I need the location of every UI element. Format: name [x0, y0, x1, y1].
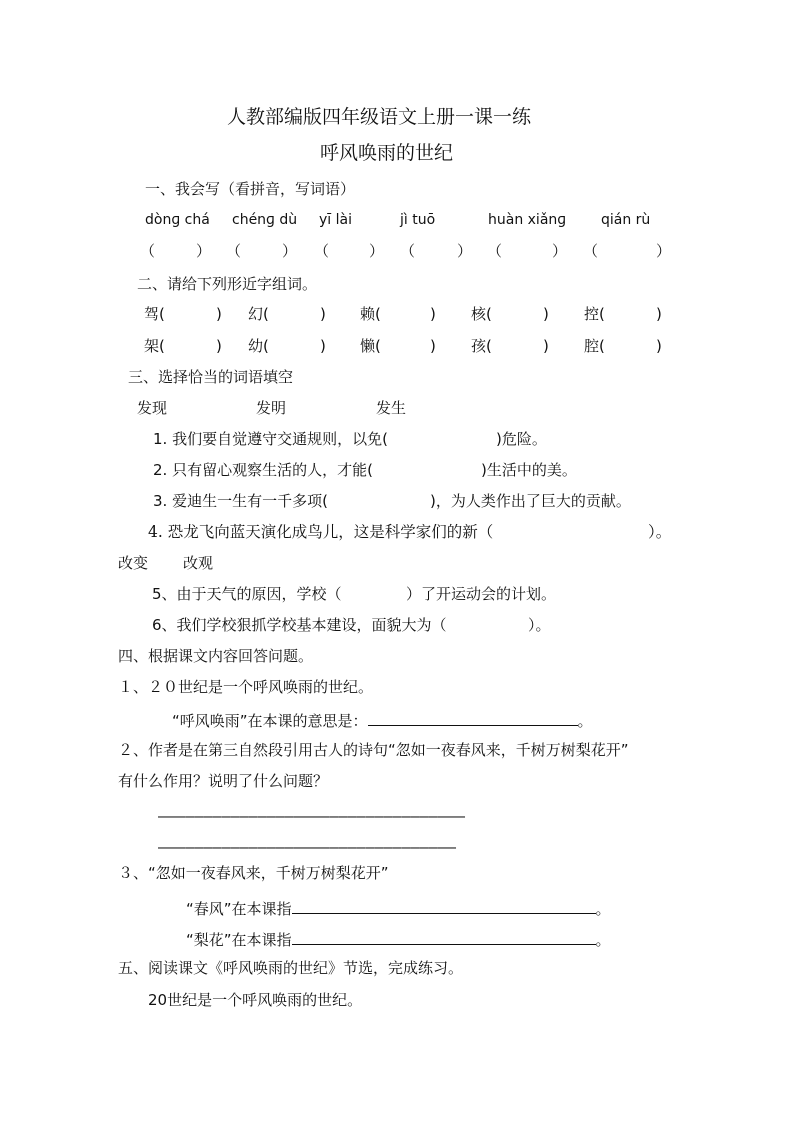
page-subtitle: 呼风唤雨的世纪	[320, 142, 454, 164]
answer-blank	[292, 930, 596, 945]
char-item: 核(	[471, 305, 492, 323]
dashed-answer-line: ——————————————————————————————————	[158, 807, 466, 825]
word-option: 发生	[376, 399, 407, 417]
question-text: )生活中的美。	[481, 461, 577, 479]
answer-line-row	[172, 711, 593, 729]
paren-open: （	[400, 242, 416, 260]
paren-close: )	[543, 337, 549, 355]
paren-open: （	[140, 242, 156, 260]
question-text: 4. 恐龙飞向蓝天演化成鸟儿，这是科学家们的新（	[148, 523, 494, 541]
pinyin-2: chénɡ dù	[232, 212, 298, 228]
answer-blank	[292, 899, 596, 914]
question-text: )危险。	[496, 430, 547, 448]
paren-close: ）	[457, 242, 473, 260]
page-title: 人教部编版四年级语文上册一课一练	[227, 106, 532, 128]
question-text: １、２０世纪是一个呼风唤雨的世纪。	[118, 678, 374, 696]
question-prompt: “梨花”在本课指	[186, 931, 292, 949]
punct: 。	[595, 900, 611, 918]
paren-open: （	[583, 242, 599, 260]
paren-close: )	[216, 305, 222, 323]
char-item: 控(	[584, 305, 605, 323]
question-text: 5、由于天气的原因，学校（	[152, 585, 342, 603]
word-option: 发现	[137, 399, 168, 417]
question-text: ）了开运动会的计划。	[406, 585, 557, 603]
paren-close: ）	[552, 242, 568, 260]
question-text: ３、“忽如一夜春风来，千树万树梨花开”	[118, 864, 389, 882]
char-item: 幼(	[248, 337, 269, 355]
word-option: 改观	[183, 554, 214, 572]
word-option: 发明	[256, 399, 287, 417]
question-text: ）。	[528, 616, 551, 634]
reading-paragraph: 20世纪是一个呼风唤雨的世纪。	[148, 991, 363, 1009]
punct: 。	[577, 712, 593, 730]
pinyin-3: yī lài	[319, 212, 352, 228]
pinyin-1: dònɡ chá	[145, 212, 210, 228]
question-text: ）。	[648, 523, 672, 541]
paren-close: )	[656, 337, 662, 355]
answer-line-row	[186, 899, 611, 917]
paren-close: ）	[282, 242, 298, 260]
question-text: 有什么作用？说明了什么问题？	[118, 772, 329, 790]
paren-close: )	[216, 337, 222, 355]
paren-close: )	[543, 305, 549, 323]
section4-heading: 四、根据课文内容回答问题。	[118, 647, 314, 665]
section3-heading: 三、选择恰当的词语填空	[128, 368, 294, 386]
answer-line-row	[186, 930, 611, 948]
char-item: 赖(	[360, 305, 381, 323]
paren-open: （	[226, 242, 242, 260]
paren-close: )	[320, 337, 326, 355]
answer-blank	[368, 711, 578, 726]
paren-close: )	[430, 337, 436, 355]
section1-heading: 一、我会写（看拼音，写词语）	[145, 180, 356, 198]
question-text: 6、我们学校狠抓学校基本建设，面貌大为（	[152, 616, 447, 634]
question-text: 3. 爱迪生一生有一千多项(	[153, 492, 328, 510]
char-item: 架(	[144, 337, 165, 355]
char-item: 驾(	[144, 305, 165, 323]
question-text: ２、作者是在第三自然段引用古人的诗句“忽如一夜春风来，千树万树梨花开”	[118, 741, 629, 759]
char-item: 幻(	[248, 305, 269, 323]
question-text: )，为人类作出了巨大的贡献。	[430, 492, 631, 510]
section2-heading: 二、请给下列形近字组词。	[137, 275, 318, 293]
char-item: 懒(	[360, 337, 381, 355]
paren-close: ）	[369, 242, 385, 260]
paren-open: （	[314, 242, 330, 260]
paren-close: )	[320, 305, 326, 323]
question-text: 1. 我们要自觉遵守交通规则，以免(	[153, 430, 388, 448]
paren-open: （	[487, 242, 503, 260]
question-prompt: “春风”在本课指	[186, 900, 292, 918]
question-prompt: “呼风唤雨”在本课的意思是：	[172, 712, 368, 730]
paren-close: )	[430, 305, 436, 323]
dashed-answer-line: —————————————————————————————————	[158, 838, 457, 856]
pinyin-6: qián rù	[601, 212, 651, 228]
pinyin-4: jì tuō	[400, 212, 436, 228]
pinyin-5: huàn xiǎnɡ	[488, 212, 567, 228]
paren-close: ）	[656, 242, 672, 260]
char-item: 孩(	[471, 337, 492, 355]
word-option: 改变	[118, 554, 149, 572]
section5-heading: 五、阅读课文《呼风唤雨的世纪》节选，完成练习。	[118, 959, 464, 977]
paren-close: )	[656, 305, 662, 323]
punct: 。	[595, 931, 611, 949]
paren-close: ）	[196, 242, 212, 260]
question-text: 2. 只有留心观察生活的人，才能(	[153, 461, 373, 479]
char-item: 腔(	[584, 337, 605, 355]
